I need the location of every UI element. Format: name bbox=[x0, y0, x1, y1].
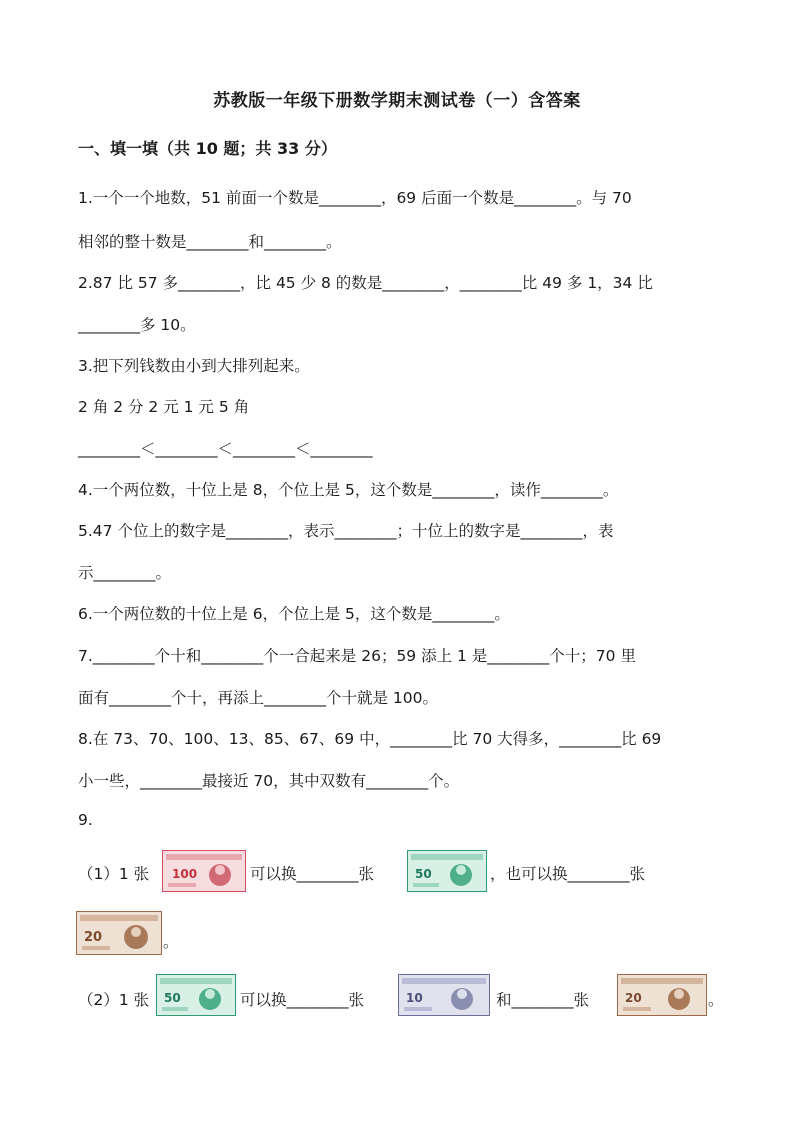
q9-p1-prefix: （1）1 张 bbox=[78, 865, 150, 883]
banknote-20-image bbox=[76, 911, 162, 955]
q1-line2: 相邻的整十数是________和________。 bbox=[78, 233, 342, 251]
svg-text:10: 10 bbox=[406, 991, 423, 1005]
svg-text:100: 100 bbox=[172, 867, 198, 881]
q2-line2: ________多 10。 bbox=[78, 316, 196, 334]
section-heading: 一、填一填（共 10 题；共 33 分） bbox=[78, 139, 337, 158]
q9-p2-exchange-text: 可以换________张 bbox=[240, 991, 365, 1009]
svg-text:20: 20 bbox=[84, 930, 103, 945]
q3-money-values: 2 角 2 分 2 元 1 元 5 角 bbox=[78, 398, 250, 416]
q9-p2-and-text: 和________张 bbox=[496, 991, 590, 1009]
banknote-50-image bbox=[156, 974, 236, 1016]
q9-number: 9. bbox=[78, 811, 93, 829]
banknote-100-image bbox=[162, 850, 246, 892]
q9-p1-exchange-text: 可以换________张 bbox=[250, 865, 375, 883]
svg-text:50: 50 bbox=[164, 991, 181, 1005]
q1-line1: 1.一个一个地数，51 前面一个数是________，69 后面一个数是________。与 70 bbox=[78, 189, 632, 207]
svg-text:50: 50 bbox=[415, 867, 432, 881]
q3-line1: 3.把下列钱数由小到大排列起来。 bbox=[78, 357, 310, 375]
q6-line: 6.一个两位数的十位上是 6，个位上是 5，这个数是________。 bbox=[78, 605, 510, 623]
q9-p2-end: 。 bbox=[708, 991, 724, 1009]
banknote-20-image bbox=[617, 974, 707, 1016]
q5-line2: 示________。 bbox=[78, 564, 172, 582]
q5-line1: 5.47 个位上的数字是________，表示________；十位上的数字是________，表 bbox=[78, 522, 614, 540]
q9-p1-also-text: ，也可以换________张 bbox=[490, 865, 646, 883]
q4-line: 4.一个两位数，十位上是 8，个位上是 5，这个数是________，读作________。 bbox=[78, 481, 619, 499]
q8-line1: 8.在 73、70、100、13、85、67、69 中，________比 70 大得多，________比 69 bbox=[78, 730, 662, 748]
q7-line2: 面有________个十，再添上________个十就是 100。 bbox=[78, 689, 439, 707]
q8-line2: 小一些，________最接近 70，其中双数有________个。 bbox=[78, 772, 460, 790]
svg-text:20: 20 bbox=[625, 991, 642, 1005]
q9-p1-end: 。 bbox=[163, 933, 179, 951]
q2-line1: 2.87 比 57 多________，比 45 少 8 的数是________，________比 49 多 1，34 比 bbox=[78, 274, 653, 292]
q9-p2-prefix: （2）1 张 bbox=[78, 991, 150, 1009]
document-title: 苏教版一年级下册数学期末测试卷（一）含答案 bbox=[213, 91, 581, 111]
banknote-10-image bbox=[398, 974, 490, 1016]
banknote-50-image bbox=[407, 850, 487, 892]
q7-line1: 7.________个十和________个一合起来是 26；59 添上 1 是________个十；70 里 bbox=[78, 647, 636, 665]
q3-blanks: ________＜________＜________＜________ bbox=[78, 440, 373, 458]
